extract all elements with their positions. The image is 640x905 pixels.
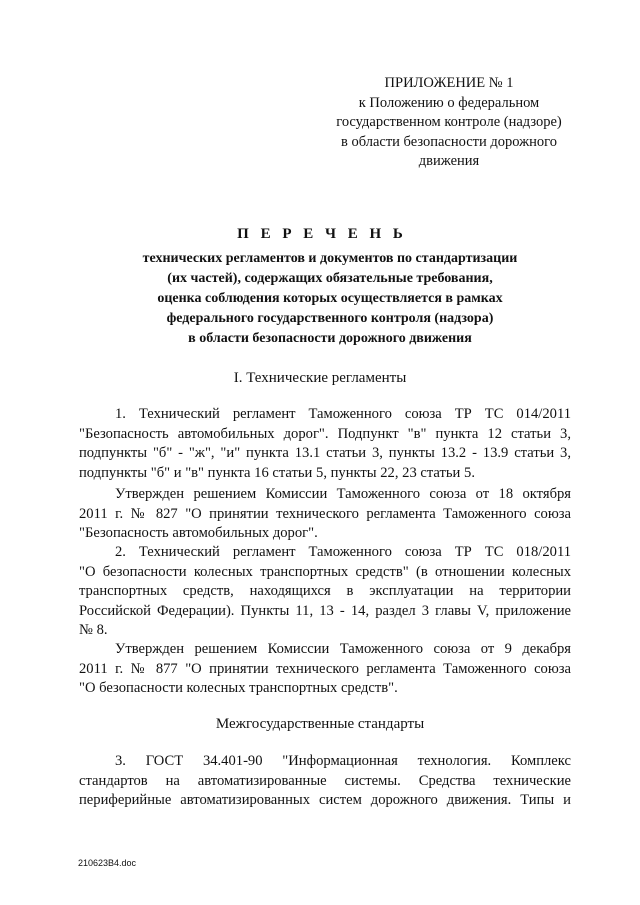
paragraph-approval-2 — [79, 640, 571, 699]
section-heading-interstate-standards: Межгосударственные стандарты — [215, 716, 425, 732]
document-title: П Е Р Е Ч Е Н Ь — [237, 226, 407, 242]
paragraph-line: 2. Технический регламент Таможенного союза ТР ТС 018/2011 — [115, 544, 571, 560]
subtitle-line: технических регламентов и документов по стандартизации — [142, 251, 518, 266]
appendix-line: государственном контроле (надзоре) — [336, 114, 562, 130]
paragraph-item-2 — [79, 543, 571, 641]
paragraph-line: периферийные автоматизированных систем дорожного движения. Типы и — [79, 792, 571, 808]
subtitle-line: в области безопасности дорожного движения — [188, 331, 472, 346]
paragraph-line: Утвержден решением Комиссии Таможенного союза от 9 декабря — [115, 641, 571, 657]
paragraph-line: 1. Технический регламент Таможенного союза ТР ТС 014/2011 — [115, 406, 571, 422]
paragraph-item-3 — [79, 752, 571, 811]
paragraph-line: транспортных средств, находящихся в эксплуатации на территории — [79, 583, 571, 599]
paragraph-line: подпункты "б" - "ж", "и" пункта 13.1 статьи 3, пункты 13.2 - 13.9 статьи 3, — [79, 445, 571, 461]
paragraph-line: "О безопасности колесных транспортных средств" (в отношении колесных — [79, 563, 571, 580]
paragraph-line: 2011 г. № 827 "О принятии технического регламента Таможенного союза — [79, 505, 571, 522]
appendix-line: ПРИЛОЖЕНИЕ № 1 — [384, 75, 514, 91]
paragraph-line: Утвержден решением Комиссии Таможенного союза от 18 октября — [115, 486, 571, 502]
subtitle-line: (их частей), содержащих обязательные требования, — [167, 271, 493, 286]
paragraph-line: подпункты "б" и "в" пункта 16 статьи 5, пункты 22, 23 статьи 5. — [79, 464, 475, 481]
appendix-header — [318, 74, 580, 172]
appendix-line: движения — [418, 153, 480, 169]
appendix-line: к Положению о федеральном — [358, 94, 540, 111]
file-code-footer: 210623В4.doc — [78, 858, 137, 868]
paragraph-line: "Безопасность автомобильных дорог". — [79, 525, 318, 541]
document-subtitle — [90, 249, 570, 349]
paragraph-line: 2011 г. № 877 "О принятии технического регламента Таможенного союза — [79, 660, 571, 677]
paragraph-line: Российской Федерации). Пункты 11, 13 - 14, раздел 3 главы V, приложение — [79, 602, 571, 619]
subtitle-line: оценка соблюдения которых осуществляется в рамках — [157, 291, 503, 306]
paragraph-line: "О безопасности колесных транспортных средств". — [79, 680, 398, 696]
paragraph-line: 3. ГОСТ 34.401-90 "Информационная технология. Комплекс — [115, 753, 571, 769]
paragraph-approval-1 — [79, 485, 571, 544]
paragraph-line: "Безопасность автомобильных дорог". Подпункт "в" пункта 12 статьи 3, — [79, 425, 571, 442]
paragraph-line: стандартов на автоматизированные системы. Средства технические — [79, 772, 571, 789]
section-heading-technical-regulations: I. Технические регламенты — [233, 370, 407, 386]
paragraph-item-1 — [79, 405, 571, 483]
appendix-line: в области безопасности дорожного — [340, 133, 558, 150]
subtitle-line: федерального государственного контроля (надзора) — [166, 311, 494, 326]
paragraph-line: № 8. — [79, 622, 108, 638]
